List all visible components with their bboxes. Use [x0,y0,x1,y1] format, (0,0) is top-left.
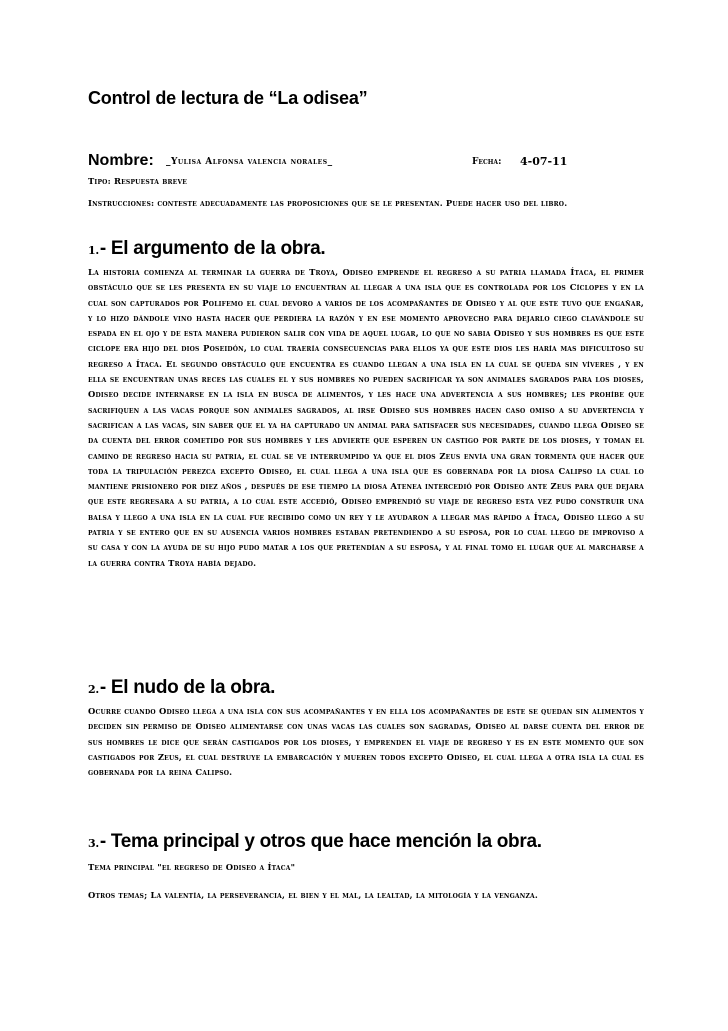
document-page [88,0,644,1031]
instructions-paragraph: Instrucciones: conteste adecuadamente las proposiciones que se le presentan. Puede hacer uso del libro. [88,198,568,208]
other-themes-paragraph: Otros temas; La valentía, la perseverancia, el bien y el mal, la lealtad, la mitología y la venganza. [88,890,539,900]
section-1-heading [88,238,325,260]
section-3-number: 3. [88,837,99,850]
tipo-line: Tipo: Respuesta breve [88,176,188,186]
document-title: Control de lectura de “La odisea” [88,88,368,108]
section-2-number: 2. [88,683,99,696]
student-info-row [88,152,644,174]
date-label: Fecha: [472,157,502,167]
main-theme-line: Tema principal "el regreso de Odiseo a Ítaca" [88,862,296,872]
section-1-title: - El argumento de la obra. [99,238,326,259]
section-2-title: - El nudo de la obra. [99,677,276,698]
date-value: 4-07-11 [520,155,568,168]
section-2-body: Ocurre cuando Odiseo llega a una isla con sus acompañantes y en ella los acompañantes de este se quedan sin alimentos y deciden sin permiso de Odiseo alimentarse con unas vacas las cuales son sagradas, Odiseo al darse cuenta del error de sus hombres le dice que serán castigados por los dioses, y emprenden el viaje de regreso y es en este momento que son castigados por Zeus, el cual destruye la embarcación y mueren todos excepto Odiseo, el cual llega a otra isla la cual es gobernada por la reina Calipso. [88,706,644,778]
section-1-body: La historia comienza al terminar la guerra de Troya, Odiseo emprende el regreso a su patria llamada Ítaca, el primer obstáculo que se les presenta en su viaje lo encuentran al llegar a una isla que es controlada por los Cíclopes y en la cual son capturados por Polifemo el cual devoro a varios de los acompañantes de Odiseo y al que este tuvo que engañar, y lo hizo dándole vino hasta hacer que perdiera la razón y en ese momento aprovecho para dejarlo ciego clavándole su espada en el ojo y de esta manera pudieron salir con vida de aquel lugar, lo que no sabia Odiseo y sus hombres es que este ciclope era hijo del dios Poseidón, lo cual traería consecuencias para ellos ya que este dios les haría mas dificultoso su regreso a Ítaca. El segundo obstáculo que encuentra es cuando llegan a una isla en la cual se queda sin víveres , y en ella se encuentran unas reces las cuales el y sus hombres no pueden sacrificar ya son animales sagrados para los dioses, Odiseo decide internarse en la isla en busca de alimentos, y les hace una advertencia a sus hombres; les prohíbe que sacrifiquen a las vacas porque son animales sagrados, al irse Odiseo sus hombres hacen caso omiso a su advertencia y sacrifican a las vacas, sin saber que el ya ha capturado un animal para satisfacer sus necesidades, cuando llega Odiseo se da cuenta del error cometido por sus hombres y les advierte que esperen un castigo por parte de los dioses, y toman el camino de regreso hacia su patria, el cual se ve interrumpido ya que el dios Zeus envía una gran tormenta que hacer que toda la tripulación perezca excepto Odiseo, el cual llega a una isla que es gobernada por la diosa Calipso la cual lo mantiene prisionero por diez años , después de ese tiempo la diosa Atenea intercedió por Odiseo ante Zeus para que dejara que este regresara a su patria, a lo cual este accedió, Odiseo emprendió su viaje de regreso esta vez pudo construir una balsa y llego a una isla en la cual fue recibido como un rey y le ayudaron a llegar mas rápido a Ítaca, Odiseo llego a su patria y se entero que en su ausencia varios hombres estaban pretendiendo a su esposa, por lo cual llego de improviso a su casa y con la ayuda de su hijo pudo matar a los que pretendían a su esposa, y al final tomo el lugar que al marcharse a la guerra contra Troya había dejado. [88,267,644,568]
name-value: _Yulisa Alfonsa valencia norales_ [166,157,333,167]
section-3-title: - Tema principal y otros que hace mención la obra. [99,831,542,852]
section-3-heading [88,831,542,853]
name-label: Nombre: [88,152,154,169]
section-1-number: 1. [88,244,99,257]
section-2-heading [88,677,275,699]
